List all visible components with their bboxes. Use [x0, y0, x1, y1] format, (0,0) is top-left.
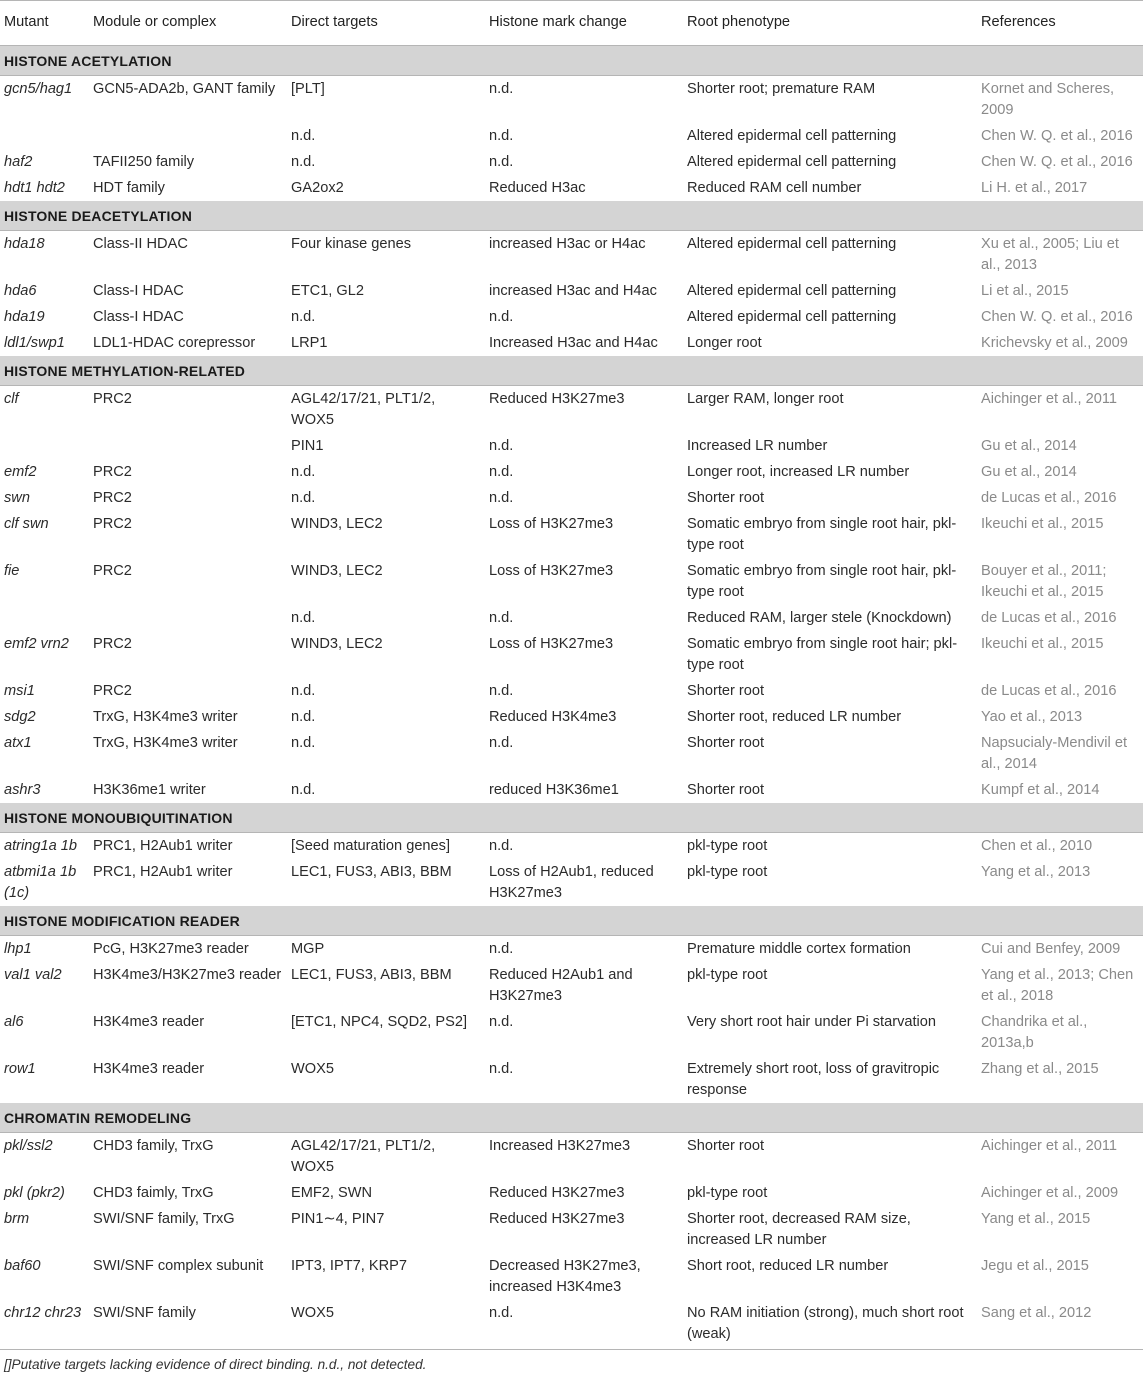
- reference-cell: Yang et al., 2013; Chen et al., 2018: [981, 967, 1134, 1004]
- section-title: HISTONE MODIFICATION READER: [0, 906, 1143, 936]
- targets-cell: PIN1∼4, PIN7: [291, 1211, 385, 1227]
- targets-cell: ETC1, GL2: [291, 283, 364, 299]
- module-cell: PRC2: [93, 516, 132, 532]
- phenotype-cell: Shorter root: [687, 782, 765, 798]
- histone-mark-cell: n.d.: [489, 154, 514, 170]
- module-cell: H3K4me3 reader: [93, 1014, 205, 1030]
- mutant-cell: msi1: [4, 683, 35, 699]
- table-row: [0, 123, 1143, 149]
- targets-cell: n.d.: [291, 464, 316, 480]
- section-header-row: [0, 46, 1143, 76]
- module-cell: PRC2: [93, 683, 132, 699]
- table-row: [0, 936, 1143, 963]
- histone-mark-cell: Reduced H3K4me3: [489, 709, 617, 725]
- reference-cell: Kornet and Scheres, 2009: [981, 81, 1115, 118]
- targets-cell: GA2ox2: [291, 180, 344, 196]
- table-row: [0, 605, 1143, 631]
- mutant-cell: swn: [4, 490, 30, 506]
- mutant-cell: [0, 433, 89, 459]
- mutant-cell: pkl/ssl2: [4, 1138, 53, 1154]
- phenotype-cell: Somatic embryo from single root hair, pkl-type root: [687, 563, 957, 600]
- mutant-cell: fie: [4, 563, 20, 579]
- reference-cell: Ikeuchi et al., 2015: [981, 636, 1104, 652]
- histone-mark-cell: Loss of H3K27me3: [489, 636, 614, 652]
- mutant-cell: emf2: [4, 464, 37, 480]
- table-row: [0, 631, 1143, 678]
- module-cell: SWI/SNF family: [89, 1300, 287, 1350]
- histone-mark-cell: n.d.: [489, 610, 514, 626]
- table-row: [0, 962, 1143, 1009]
- phenotype-cell: pkl-type root: [687, 838, 768, 854]
- table-row: [0, 859, 1143, 906]
- phenotype-cell: Extremely short root, loss of gravitropic response: [687, 1061, 940, 1098]
- module-cell: Class-II HDAC: [93, 236, 188, 252]
- reference-cell: Cui and Benfey, 2009: [981, 941, 1121, 957]
- targets-cell: n.d.: [291, 735, 316, 751]
- mutant-cell: ashr3: [4, 782, 41, 798]
- phenotype-cell: Altered epidermal cell patterning: [687, 128, 897, 144]
- reference-cell: Chen W. Q. et al., 2016: [981, 128, 1133, 144]
- table-row: [0, 1300, 1143, 1350]
- targets-cell: PIN1: [291, 438, 324, 454]
- targets-cell: WIND3, LEC2: [291, 563, 383, 579]
- phenotype-cell: Reduced RAM, larger stele (Knockdown): [687, 610, 952, 626]
- targets-cell: n.d.: [291, 309, 316, 325]
- targets-cell: n.d.: [291, 782, 316, 798]
- targets-cell: [Seed maturation genes]: [291, 838, 451, 854]
- histone-mark-cell: Reduced H3K27me3: [489, 1185, 625, 1201]
- module-cell: SWI/SNF complex subunit: [93, 1258, 264, 1274]
- targets-cell: WOX5: [291, 1061, 334, 1077]
- module-cell: PRC2: [93, 391, 132, 407]
- targets-cell: WIND3, LEC2: [291, 636, 383, 652]
- histone-mark-cell: n.d.: [489, 735, 514, 751]
- histone-mark-cell: n.d.: [489, 941, 514, 957]
- reference-cell: de Lucas et al., 2016: [981, 683, 1117, 699]
- mutant-cell: val1 val2: [4, 967, 62, 983]
- targets-cell: AGL42/17/21, PLT1/2, WOX5: [291, 1138, 436, 1175]
- mutant-cell: hda18: [4, 236, 45, 252]
- reference-cell: Aichinger et al., 2009: [981, 1185, 1119, 1201]
- phenotype-cell: Longer root: [687, 335, 762, 351]
- table-row: [0, 433, 1143, 459]
- phenotype-cell: Very short root hair under Pi starvation: [687, 1014, 937, 1030]
- mutant-cell: atx1: [4, 735, 32, 751]
- mutant-cell: gcn5/hag1: [4, 81, 73, 97]
- targets-cell: n.d.: [291, 154, 316, 170]
- table-row: [0, 833, 1143, 860]
- module-cell: [89, 433, 287, 459]
- targets-cell: LRP1: [291, 335, 328, 351]
- reference-cell: Xu et al., 2005; Liu et al., 2013: [981, 236, 1119, 273]
- table-row: [0, 1180, 1143, 1206]
- phenotype-cell: Premature middle cortex formation: [687, 941, 911, 957]
- histone-mark-cell: n.d.: [489, 1014, 514, 1030]
- module-cell: PRC2: [93, 464, 132, 480]
- mutant-cell: [0, 605, 89, 631]
- table-row: [0, 1206, 1143, 1253]
- header-histone-mark: Histone mark change: [485, 1, 683, 46]
- header-targets: Direct targets: [287, 1, 485, 46]
- header-module: Module or complex: [89, 1, 287, 46]
- header-phenotype: Root phenotype: [683, 1, 977, 46]
- histone-mark-cell: Increased H3K27me3: [489, 1138, 631, 1154]
- module-cell: [89, 123, 287, 149]
- module-cell: CHD3 faimly, TrxG: [93, 1185, 214, 1201]
- mutant-cell: sdg2: [4, 709, 36, 725]
- reference-cell: Sang et al., 2012: [977, 1300, 1143, 1350]
- reference-cell: Gu et al., 2014: [981, 464, 1077, 480]
- table-row: [0, 1009, 1143, 1056]
- histone-mark-cell: n.d.: [489, 464, 514, 480]
- histone-mark-cell: Reduced H2Aub1 and H3K27me3: [489, 967, 633, 1004]
- histone-mark-cell: n.d.: [489, 438, 514, 454]
- table-row: [0, 485, 1143, 511]
- table-row: [0, 1056, 1143, 1103]
- mutant-cell: row1: [4, 1061, 36, 1077]
- table-row: [0, 386, 1143, 434]
- reference-cell: Jegu et al., 2015: [981, 1258, 1089, 1274]
- histone-mark-cell: Decreased H3K27me3, increased H3K4me3: [489, 1258, 641, 1295]
- mutant-cell: haf2: [4, 154, 33, 170]
- phenotype-cell: Altered epidermal cell patterning: [687, 309, 897, 325]
- mutant-cell: chr12 chr23: [0, 1300, 89, 1350]
- module-cell: H3K36me1 writer: [93, 782, 206, 798]
- histone-mark-cell: Reduced H3K27me3: [489, 1211, 625, 1227]
- table-row: [0, 304, 1143, 330]
- module-cell: H3K4me3/H3K27me3 reader: [93, 967, 282, 983]
- targets-cell: AGL42/17/21, PLT1/2, WOX5: [291, 391, 436, 428]
- mutant-cell: hda19: [4, 309, 45, 325]
- reference-cell: Li et al., 2015: [981, 283, 1069, 299]
- phenotype-cell: Shorter root: [687, 683, 765, 699]
- section-title: CHROMATIN REMODELING: [0, 1103, 1143, 1133]
- histone-mark-cell: Increased H3ac and H4ac: [489, 335, 658, 351]
- reference-cell: Chandrika et al., 2013a,b: [981, 1014, 1088, 1051]
- histone-mark-cell: increased H3ac and H4ac: [489, 283, 657, 299]
- reference-cell: Yang et al., 2013: [981, 864, 1091, 880]
- section-header-row: [0, 906, 1143, 936]
- phenotype-cell: pkl-type root: [687, 864, 768, 880]
- reference-cell: Aichinger et al., 2011: [981, 1138, 1118, 1154]
- table-row: [0, 777, 1143, 803]
- module-cell: PRC1, H2Aub1 writer: [93, 838, 233, 854]
- reference-cell: Yang et al., 2015: [981, 1211, 1091, 1227]
- table-row: [0, 459, 1143, 485]
- section-title: HISTONE ACETYLATION: [0, 46, 1143, 76]
- table-footnote: []Putative targets lacking evidence of direct binding. n.d., not detected.: [4, 1357, 427, 1372]
- histone-mark-cell: Reduced H3ac: [489, 180, 586, 196]
- phenotype-cell: Shorter root, decreased RAM size, increased LR number: [687, 1211, 911, 1248]
- module-cell: PRC1, H2Aub1 writer: [93, 864, 233, 880]
- module-cell: PRC2: [93, 490, 132, 506]
- targets-cell: n.d.: [291, 610, 316, 626]
- section-title: HISTONE METHYLATION-RELATED: [0, 356, 1143, 386]
- section-header-row: [0, 803, 1143, 833]
- table-row: [0, 1253, 1143, 1300]
- table-row: [0, 149, 1143, 175]
- targets-cell: n.d.: [291, 683, 316, 699]
- phenotype-cell: Shorter root: [687, 735, 765, 751]
- mutant-cell: clf: [4, 391, 19, 407]
- mutant-cell: atbmi1a 1b (1c): [4, 864, 77, 901]
- histone-mark-cell: Loss of H3K27me3: [489, 516, 614, 532]
- histone-mark-cell: Loss of H3K27me3: [489, 563, 614, 579]
- mutant-cell: al6: [4, 1014, 24, 1030]
- targets-cell: WOX5: [287, 1300, 485, 1350]
- mutant-cell: [0, 123, 89, 149]
- phenotype-cell: Increased LR number: [687, 438, 828, 454]
- reference-cell: de Lucas et al., 2016: [981, 610, 1117, 626]
- header-mutant: Mutant: [0, 1, 89, 46]
- module-cell: PRC2: [93, 636, 132, 652]
- table-row: [0, 278, 1143, 304]
- reference-cell: Yao et al., 2013: [981, 709, 1083, 725]
- phenotype-cell: Larger RAM, longer root: [687, 391, 844, 407]
- mutant-cell: brm: [4, 1211, 30, 1227]
- module-cell: TAFII250 family: [93, 154, 195, 170]
- phenotype-cell: Shorter root, reduced LR number: [687, 709, 902, 725]
- targets-cell: n.d.: [291, 709, 316, 725]
- histone-mark-cell: n.d.: [489, 309, 514, 325]
- table-row: [0, 231, 1143, 279]
- table-row: [0, 704, 1143, 730]
- targets-cell: IPT3, IPT7, KRP7: [291, 1258, 407, 1274]
- reference-cell: Napsucialy-Mendivil et al., 2014: [981, 735, 1127, 772]
- table-row: [0, 511, 1143, 558]
- phenotype-cell: pkl-type root: [687, 967, 768, 983]
- reference-cell: de Lucas et al., 2016: [981, 490, 1117, 506]
- module-cell: CHD3 family, TrxG: [93, 1138, 214, 1154]
- phenotype-cell: Short root, reduced LR number: [687, 1258, 889, 1274]
- histone-mark-cell: reduced H3K36me1: [489, 782, 619, 798]
- table-row: [0, 558, 1143, 605]
- module-cell: TrxG, H3K4me3 writer: [93, 709, 238, 725]
- mutant-cell: clf swn: [4, 516, 49, 532]
- phenotype-cell: No RAM initiation (strong), much short root (weak): [683, 1300, 977, 1350]
- phenotype-cell: pkl-type root: [687, 1185, 768, 1201]
- reference-cell: Chen W. Q. et al., 2016: [981, 309, 1133, 325]
- header-row: [0, 1, 1143, 46]
- section-header-row: [0, 356, 1143, 386]
- section-header-row: [0, 201, 1143, 231]
- targets-cell: [PLT]: [291, 81, 325, 97]
- phenotype-cell: Shorter root; premature RAM: [687, 81, 876, 97]
- module-cell: PcG, H3K27me3 reader: [93, 941, 249, 957]
- targets-cell: [ETC1, NPC4, SQD2, PS2]: [291, 1014, 467, 1030]
- phenotype-cell: Longer root, increased LR number: [687, 464, 910, 480]
- reference-cell: Gu et al., 2014: [981, 438, 1077, 454]
- header-references: References: [977, 1, 1143, 46]
- reference-cell: Chen et al., 2010: [981, 838, 1093, 854]
- phenotype-cell: Altered epidermal cell patterning: [687, 236, 897, 252]
- section-title: HISTONE MONOUBIQUITINATION: [0, 803, 1143, 833]
- targets-cell: EMF2, SWN: [291, 1185, 373, 1201]
- phenotype-cell: Somatic embryo from single root hair, pkl-type root: [687, 516, 957, 553]
- reference-cell: Zhang et al., 2015: [981, 1061, 1099, 1077]
- mutant-cell: ldl1/swp1: [4, 335, 65, 351]
- phenotype-cell: Reduced RAM cell number: [687, 180, 862, 196]
- reference-cell: Li H. et al., 2017: [981, 180, 1088, 196]
- histone-mark-cell: Reduced H3K27me3: [489, 391, 625, 407]
- module-cell: PRC2: [93, 563, 132, 579]
- histone-mark-cell: n.d.: [489, 838, 514, 854]
- targets-cell: MGP: [291, 941, 325, 957]
- reference-cell: Aichinger et al., 2011: [981, 391, 1118, 407]
- histone-mark-cell: n.d.: [489, 128, 514, 144]
- targets-cell: n.d.: [291, 490, 316, 506]
- module-cell: Class-I HDAC: [93, 283, 184, 299]
- mutant-cell: pkl (pkr2): [4, 1185, 65, 1201]
- histone-mark-cell: n.d.: [489, 1061, 514, 1077]
- section-header-row: [0, 1103, 1143, 1133]
- table-row: [0, 175, 1143, 201]
- targets-cell: n.d.: [291, 128, 316, 144]
- histone-mark-cell: n.d.: [489, 81, 514, 97]
- section-title: HISTONE DEACETYLATION: [0, 201, 1143, 231]
- table-body: [0, 46, 1143, 1350]
- histone-mark-cell: n.d.: [489, 683, 514, 699]
- histone-mark-cell: n.d.: [485, 1300, 683, 1350]
- module-cell: H3K4me3 reader: [93, 1061, 205, 1077]
- phenotype-cell: Shorter root: [687, 1138, 765, 1154]
- table-row: [0, 76, 1143, 124]
- module-cell: [89, 605, 287, 631]
- reference-cell: Bouyer et al., 2011; Ikeuchi et al., 2015: [981, 563, 1107, 600]
- phenotype-cell: Altered epidermal cell patterning: [687, 154, 897, 170]
- table-row: [0, 330, 1143, 356]
- histone-mark-cell: Loss of H2Aub1, reduced H3K27me3: [489, 864, 654, 901]
- table-row: [0, 678, 1143, 704]
- targets-cell: LEC1, FUS3, ABI3, BBM: [291, 864, 452, 880]
- phenotype-cell: Altered epidermal cell patterning: [687, 283, 897, 299]
- reference-cell: Kumpf et al., 2014: [981, 782, 1100, 798]
- module-cell: TrxG, H3K4me3 writer: [93, 735, 238, 751]
- module-cell: GCN5-ADA2b, GANT family: [93, 81, 276, 97]
- targets-cell: LEC1, FUS3, ABI3, BBM: [291, 967, 452, 983]
- mutant-cell: atring1a 1b: [4, 838, 78, 854]
- phenotype-cell: Shorter root: [687, 490, 765, 506]
- targets-cell: WIND3, LEC2: [291, 516, 383, 532]
- histone-mark-cell: n.d.: [489, 490, 514, 506]
- reference-cell: Krichevsky et al., 2009: [981, 335, 1128, 351]
- mutant-cell: lhp1: [4, 941, 32, 957]
- module-cell: Class-I HDAC: [93, 309, 184, 325]
- mutant-cell: baf60: [4, 1258, 41, 1274]
- phenotype-cell: Somatic embryo from single root hair; pkl-type root: [687, 636, 958, 673]
- module-cell: LDL1-HDAC corepressor: [93, 335, 256, 351]
- table-header: [0, 1, 1143, 46]
- module-cell: SWI/SNF family, TrxG: [93, 1211, 235, 1227]
- module-cell: HDT family: [93, 180, 165, 196]
- mutant-cell: hdt1 hdt2: [4, 180, 65, 196]
- table-row: [0, 1133, 1143, 1181]
- reference-cell: Ikeuchi et al., 2015: [981, 516, 1104, 532]
- mutant-cell: emf2 vrn2: [4, 636, 69, 652]
- mutant-cell: hda6: [4, 283, 37, 299]
- histone-mark-cell: increased H3ac or H4ac: [489, 236, 646, 252]
- table-row: [0, 730, 1143, 777]
- targets-cell: Four kinase genes: [291, 236, 412, 252]
- reference-cell: Chen W. Q. et al., 2016: [981, 154, 1133, 170]
